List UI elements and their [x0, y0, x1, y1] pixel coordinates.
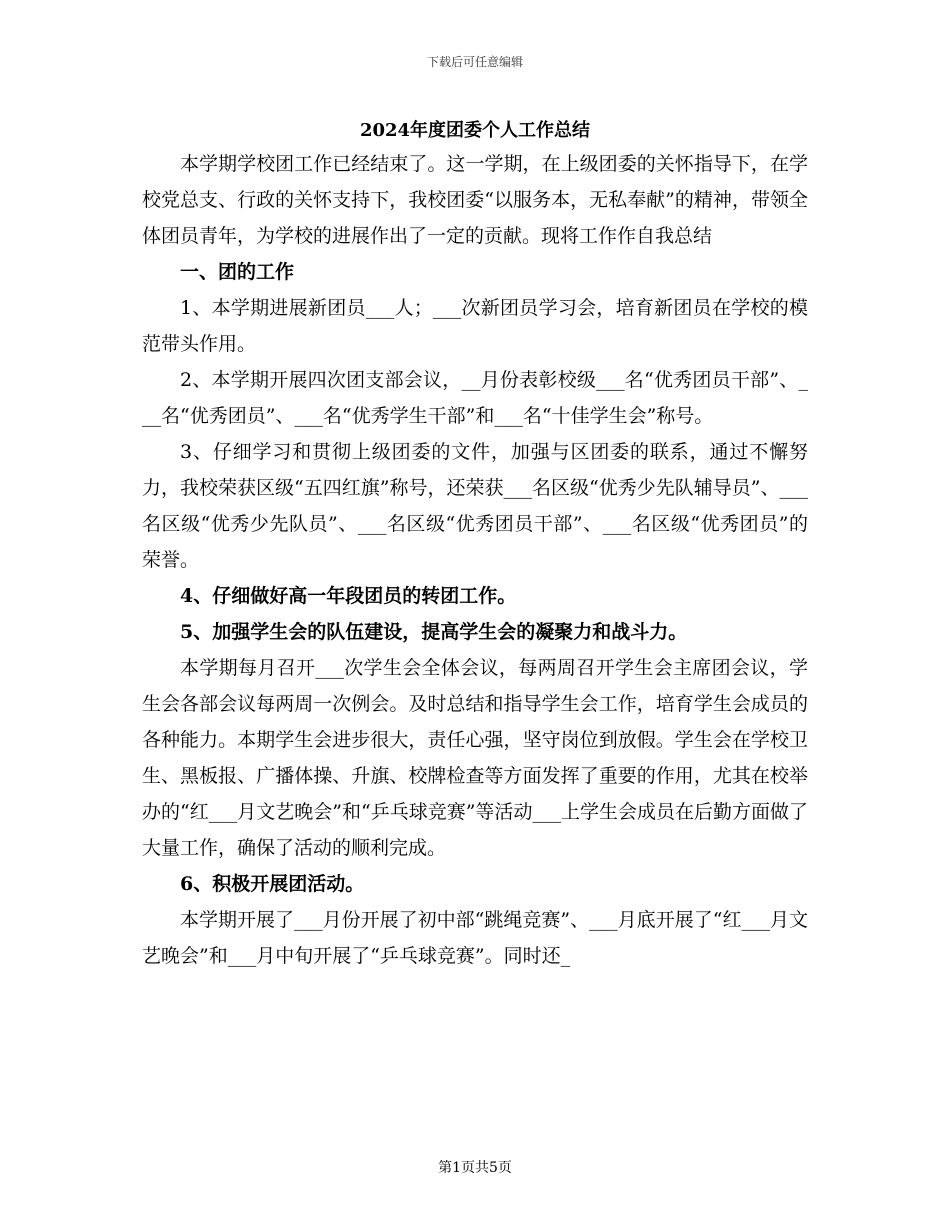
intro-paragraph: 本学期学校团工作已经结束了。这一学期，在上级团委的关怀指导下，在学校党总支、行政的关怀支持下，我校团委“以服务本，无私奉献”的精神，带领全体团员青年，为学校的进展作出了一定的贡献。现将工作作自我总结: [142, 153, 808, 247]
document-title: 2024年度团委个人工作总结: [359, 120, 591, 141]
item-2-paragraph: 2、本学期开展四次团支部会议，__月份表彰校级___名“优秀团员干部”、___名“优秀团员”、___名“优秀学生干部”和___名“十佳学生会”称号。: [142, 369, 808, 427]
activities-paragraph: 本学期开展了___月份开展了初中部“跳绳竞赛”、___月底开展了“红___月文艺晚会”和___月中旬开展了“乒乓球竞赛”。同时还_: [142, 909, 808, 967]
student-union-paragraph: 本学期每月召开___次学生会全体会议，每两周召开学生会主席团会议，学生会各部会议每两周一次例会。及时总结和指导学生会工作，培育学生会成员的各种能力。本期学生会进步很大，责任心强，坚守岗位到放假。学生会在学校卫生、黑板报、广播体操、升旗、校牌检查等方面发挥了重要的作用，尤其在校举办的“红___月文艺晚会”和“乒乓球竞赛”等活动___上学生会成员在后勤方面做了大量工作，确保了活动的顺利完成。: [142, 657, 808, 859]
item-4-heading: 4、仔细做好高一年段团员的转团工作。: [180, 585, 517, 607]
section-heading-team-work: 一、团的工作: [180, 261, 295, 283]
document-body: [142, 146, 808, 974]
page-header-note: 下载后可任意编辑: [426, 55, 523, 69]
item-6-heading: 6、积极开展团活动。: [180, 873, 365, 895]
item-5-heading: 5、加强学生会的队伍建设，提高学生会的凝聚力和战斗力。: [180, 621, 688, 643]
page-number-footer: 第1页共5页: [438, 1160, 512, 1176]
item-1-paragraph: 1、本学期进展新团员___人；___次新团员学习会，培育新团员在学校的模范带头作用。: [142, 297, 808, 355]
item-3-paragraph: 3、仔细学习和贯彻上级团委的文件，加强与区团委的联系，通过不懈努力，我校荣获区级“五四红旗”称号，还荣获___名区级“优秀少先队辅导员”、___名区级“优秀少先队员”、___名区级“优秀团员干部”、___名区级“优秀团员”的荣誉。: [142, 441, 808, 571]
